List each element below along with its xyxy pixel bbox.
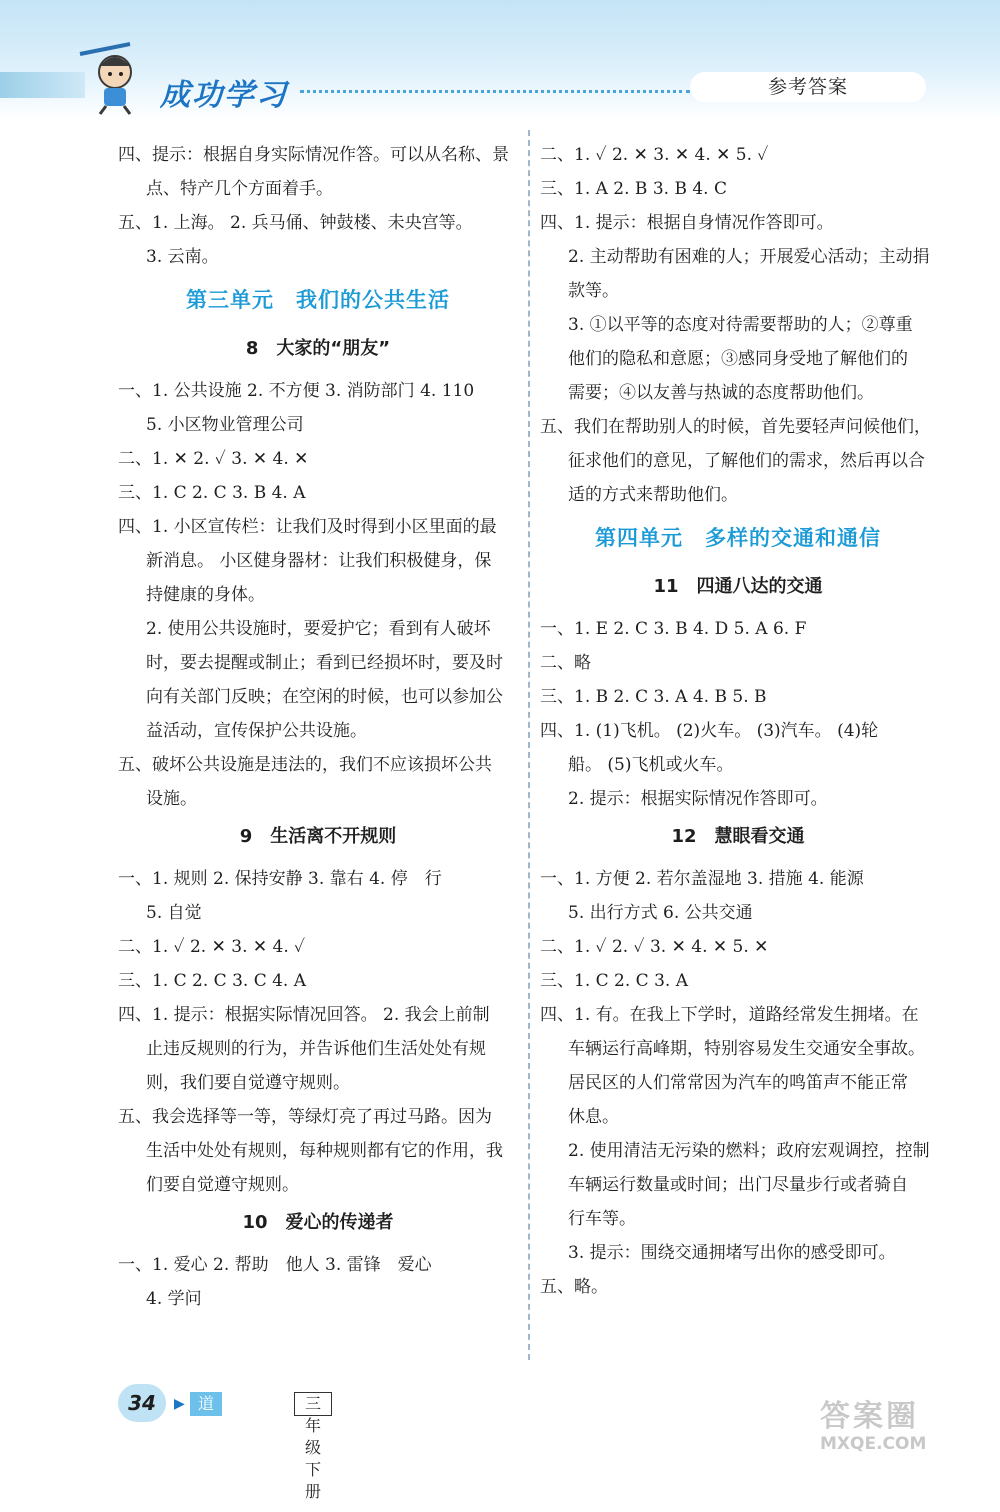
- text-line: 三、1. C 2. C 3. A: [540, 971, 688, 991]
- text-line: 3. 提示：围绕交通拥堵写出你的感受即可。: [568, 1243, 896, 1263]
- text-line: 五、我会选择等一等，等绿灯亮了再过马路。因为: [118, 1107, 492, 1127]
- text-line: 三、1. C 2. C 3. C 4. A: [118, 971, 307, 991]
- text-line: 三、1. B 2. C 3. A 4. B 5. B: [540, 687, 767, 707]
- subject-label: 道德与法治: [190, 1392, 222, 1416]
- text-line: 向有关部门反映；在空闲的时候，也可以参加公: [146, 687, 503, 707]
- text-line: 一、1. E 2. C 3. B 4. D 5. A 6. F: [540, 619, 807, 639]
- text-line: 点、特产几个方面着手。: [146, 179, 333, 199]
- text-line: 三、1. C 2. C 3. B 4. A: [118, 483, 306, 503]
- text-line: 四、1. (1)飞机。 (2)火车。 (3)汽车。 (4)轮: [540, 721, 879, 741]
- text-line: 2. 使用公共设施时，要爱护它；看到有人破坏: [146, 619, 491, 639]
- text-line: 二、1. ✓ 2. ✕ 3. ✕ 4. ✕ 5. ✓: [540, 145, 769, 165]
- text-line: 二、略: [540, 653, 591, 673]
- page-header: [0, 0, 1000, 120]
- text-line: 新消息。 小区健身器材：让我们积极健身，保: [146, 551, 492, 571]
- text-line: 征求他们的意见，了解他们的需求，然后再以合: [568, 451, 925, 471]
- text-line: 居民区的人们常常因为汽车的鸣笛声不能正常: [568, 1073, 908, 1093]
- text-line: 四、1. 有。在我上下学时，道路经常发生拥堵。在: [540, 1005, 919, 1025]
- text-line: 五、略。: [540, 1277, 608, 1297]
- watermark-logo: 答案圈: [820, 1399, 919, 1434]
- text-line: 生活中处处有规则，每种规则都有它的作用，我: [146, 1141, 503, 1161]
- text-line: 2. 使用清洁无污染的燃料；政府宏观调控，控制: [568, 1141, 930, 1161]
- text-line: 适的方式来帮助他们。: [568, 485, 738, 505]
- text-line: 3. 云南。: [146, 247, 219, 267]
- text-line: 益活动，宣传保护公共设施。: [146, 721, 367, 741]
- brand-title: 成功学习: [160, 78, 288, 113]
- text-line: 车辆运行高峰期，特别容易发生交通安全事故。: [568, 1039, 925, 1059]
- text-line: 休息。: [568, 1107, 619, 1127]
- text-line: 二、1. ✓ 2. ✕ 3. ✕ 4. ✓: [118, 937, 306, 957]
- text-line: 2. 主动帮助有困难的人；开展爱心活动；主动捐: [568, 247, 930, 267]
- right-column: [540, 138, 936, 1304]
- text-line: 4. 学问: [146, 1289, 202, 1309]
- text-line: 们要自觉遵守规则。: [146, 1175, 299, 1195]
- text-line: 船。 (5)飞机或火车。: [568, 755, 734, 775]
- grade-label: 三年级下册: [294, 1392, 332, 1416]
- lesson-heading: 8 大家的“朋友”: [245, 338, 391, 359]
- lesson-heading: 9 生活离不开规则: [239, 826, 397, 847]
- text-line: 四、1. 提示：根据自身情况作答即可。: [540, 213, 834, 233]
- text-line: 止违反规则的行为，并告诉他们生活处处有规: [146, 1039, 486, 1059]
- text-line: 三、1. A 2. B 3. B 4. C: [540, 179, 727, 199]
- header-dotted-rule: [300, 90, 690, 93]
- column-divider: [528, 130, 530, 1360]
- text-line: 一、1. 公共设施 2. 不方便 3. 消防部门 4. 110: [118, 381, 475, 401]
- text-line: 四、1. 小区宣传栏：让我们及时得到小区里面的最: [118, 517, 497, 537]
- text-line: 需要；④以友善与热诚的态度帮助他们。: [568, 383, 874, 403]
- text-line: 一、1. 规则 2. 保持安静 3. 靠右 4. 停 行: [118, 869, 442, 889]
- text-line: 四、提示：根据自身实际情况作答。可以从名称、景: [118, 145, 509, 165]
- lesson-heading: 12 慧眼看交通: [671, 826, 805, 847]
- watermark-site: MXQE.COM: [820, 1434, 927, 1454]
- text-line: 他们的隐私和意愿；③感同身受地了解他们的: [568, 349, 908, 369]
- mascot-icon: [70, 36, 160, 116]
- text-line: 持健康的身体。: [146, 585, 265, 605]
- watermark: [820, 1400, 980, 1456]
- text-line: 二、1. ✓ 2. ✓ 3. ✕ 4. ✕ 5. ✕: [540, 937, 769, 957]
- text-line: 车辆运行数量或时间；出门尽量步行或者骑自: [568, 1175, 908, 1195]
- unit-heading: 第四单元 多样的交通和通信: [595, 526, 881, 550]
- text-line: 五、破坏公共设施是违法的，我们不应该损坏公共: [118, 755, 492, 775]
- text-line: 5. 自觉: [146, 903, 202, 923]
- text-line: 四、1. 提示：根据实际情况回答。 2. 我会上前制: [118, 1005, 490, 1025]
- page-number: 34: [118, 1384, 166, 1422]
- unit-heading: 第三单元 我们的公共生活: [186, 288, 450, 312]
- text-line: 5. 出行方式 6. 公共交通: [568, 903, 753, 923]
- text-line: 时，要去提醒或制止；看到已经损坏时，要及时: [146, 653, 503, 673]
- text-line: 5. 小区物业管理公司: [146, 415, 304, 435]
- text-line: 设施。: [146, 789, 197, 809]
- answer-tab: 参考答案: [690, 72, 926, 102]
- text-line: 2. 提示：根据实际情况作答即可。: [568, 789, 828, 809]
- text-line: 二、1. ✕ 2. ✓ 3. ✕ 4. ✕: [118, 449, 309, 469]
- text-line: 五、我们在帮助别人的时候，首先要轻声问候他们，: [540, 417, 931, 437]
- text-line: 款等。: [568, 281, 619, 301]
- text-line: 五、1. 上海。 2. 兵马俑、钟鼓楼、未央宫等。: [118, 213, 473, 233]
- text-line: 3. ①以平等的态度对待需要帮助的人；②尊重: [568, 315, 913, 335]
- text-line: 行车等。: [568, 1209, 636, 1229]
- text-line: 一、1. 方便 2. 若尔盖湿地 3. 措施 4. 能源: [540, 869, 864, 889]
- text-line: 则，我们要自觉遵守规则。: [146, 1073, 350, 1093]
- text-line: 一、1. 爱心 2. 帮助 他人 3. 雷锋 爱心: [118, 1255, 432, 1275]
- lesson-heading: 11 四通八达的交通: [653, 576, 823, 597]
- left-column: [118, 138, 518, 1316]
- triangle-right-icon: ▶: [174, 1396, 185, 1412]
- lesson-heading: 10 爱心的传递者: [242, 1212, 394, 1233]
